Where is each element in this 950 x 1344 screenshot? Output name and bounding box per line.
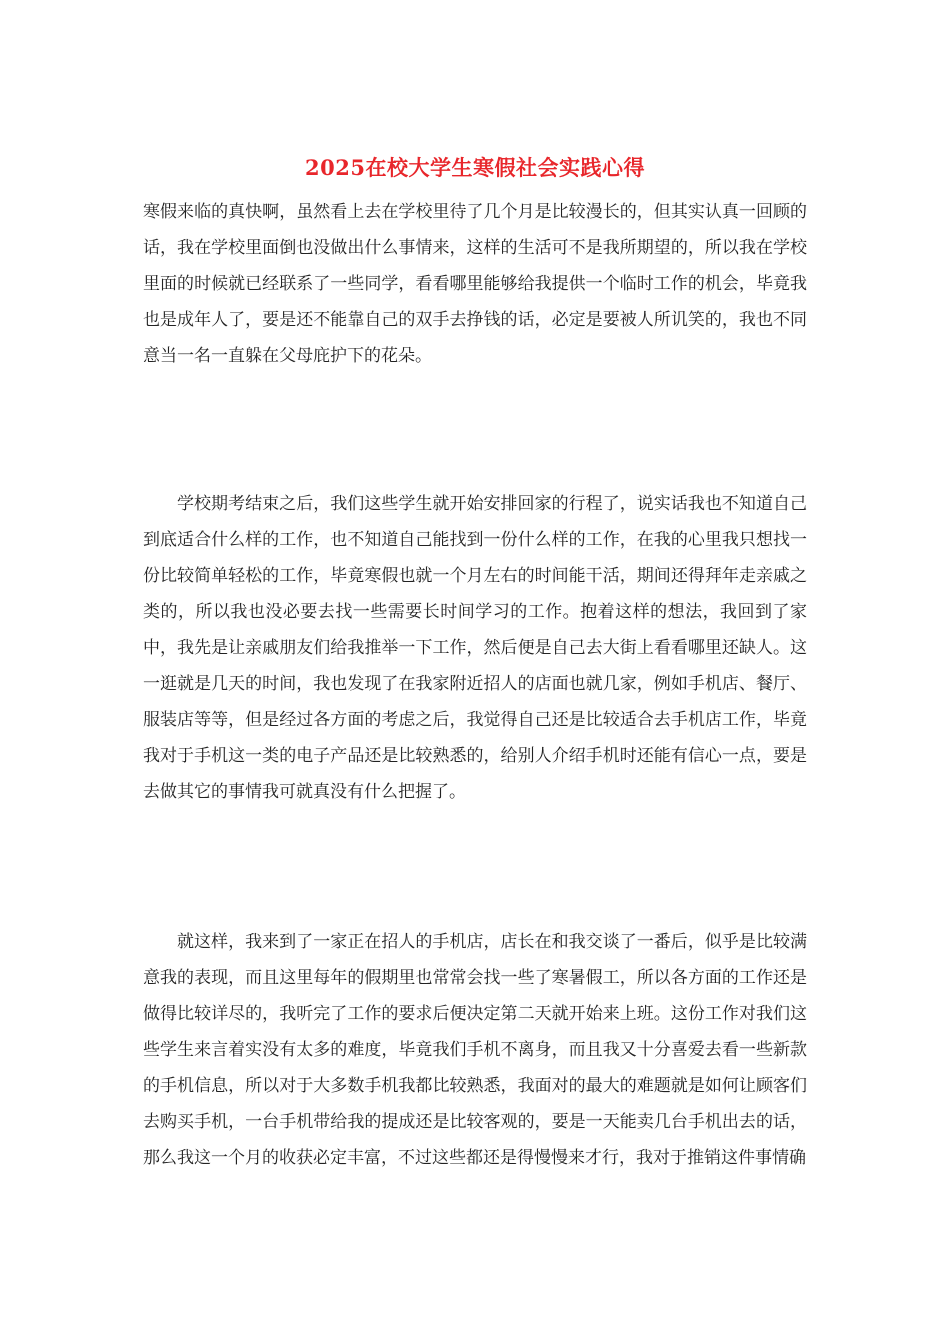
paragraph-3: 就这样，我来到了一家正在招人的手机店，店长在和我交谈了一番后，似乎是比较满意我的表现，而且这里每年的假期里也常常会找一些了寒暑假工，所以各方面的工作还是做得比较详尽的，我听完了工作的要求后便决定第二天就开始来上班。这份工作对我们这些学生来言着实没有太多的难度，毕竟我们手机不离身，而且我又十分喜爱去看一些新款的手机信息，所以对于大多数手机我都比较熟悉，我面对的最大的难题就是如何让顾客们去购买手机，一台手机带给我的提成还是比较客观的，要是一天能卖几台手机出去的话，那么我这一个月的收获必定丰富，不过这些都还是得慢慢来才行，我对于推销这件事情确 [143, 932, 807, 1168]
paragraph-1: 寒假来临的真快啊，虽然看上去在学校里待了几个月是比较漫长的，但其实认真一回顾的话，我在学校里面倒也没做出什么事情来，这样的生活可不是我所期望的，所以我在学校里面的时候就已经联系了一些同学，看看哪里能够给我提供一个临时工作的机会，毕竟我也是成年人了，要是还不能靠自己的双手去挣钱的话，必定是要被人所讥笑的，我也不同意当一名一直躲在父母庇护下的花朵。 [143, 202, 807, 366]
paragraph-2: 学校期考结束之后，我们这些学生就开始安排回家的行程了，说实话我也不知道自己到底适合什么样的工作，也不知道自己能找到一份什么样的工作，在我的心里我只想找一份比较简单轻松的工作，毕竟寒假也就一个月左右的时间能干活，期间还得拜年走亲戚之类的，所以我也没必要去找一些需要长时间学习的工作。抱着这样的想法，我回到了家中，我先是让亲戚朋友们给我推举一下工作，然后便是自己去大街上看看哪里还缺人。这一逛就是几天的时间，我也发现了在我家附近招人的店面也就几家，例如手机店、餐厅、服装店等等，但是经过各方面的考虑之后，我觉得自己还是比较适合去手机店工作，毕竟我对于手机这一类的电子产品还是比较熟悉的，给别人介绍手机时还能有信心一点，要是去做其它的事情我可就真没有什么把握了。 [143, 494, 807, 802]
document-title: 2025在校大学生寒假社会实践心得 [305, 155, 645, 180]
